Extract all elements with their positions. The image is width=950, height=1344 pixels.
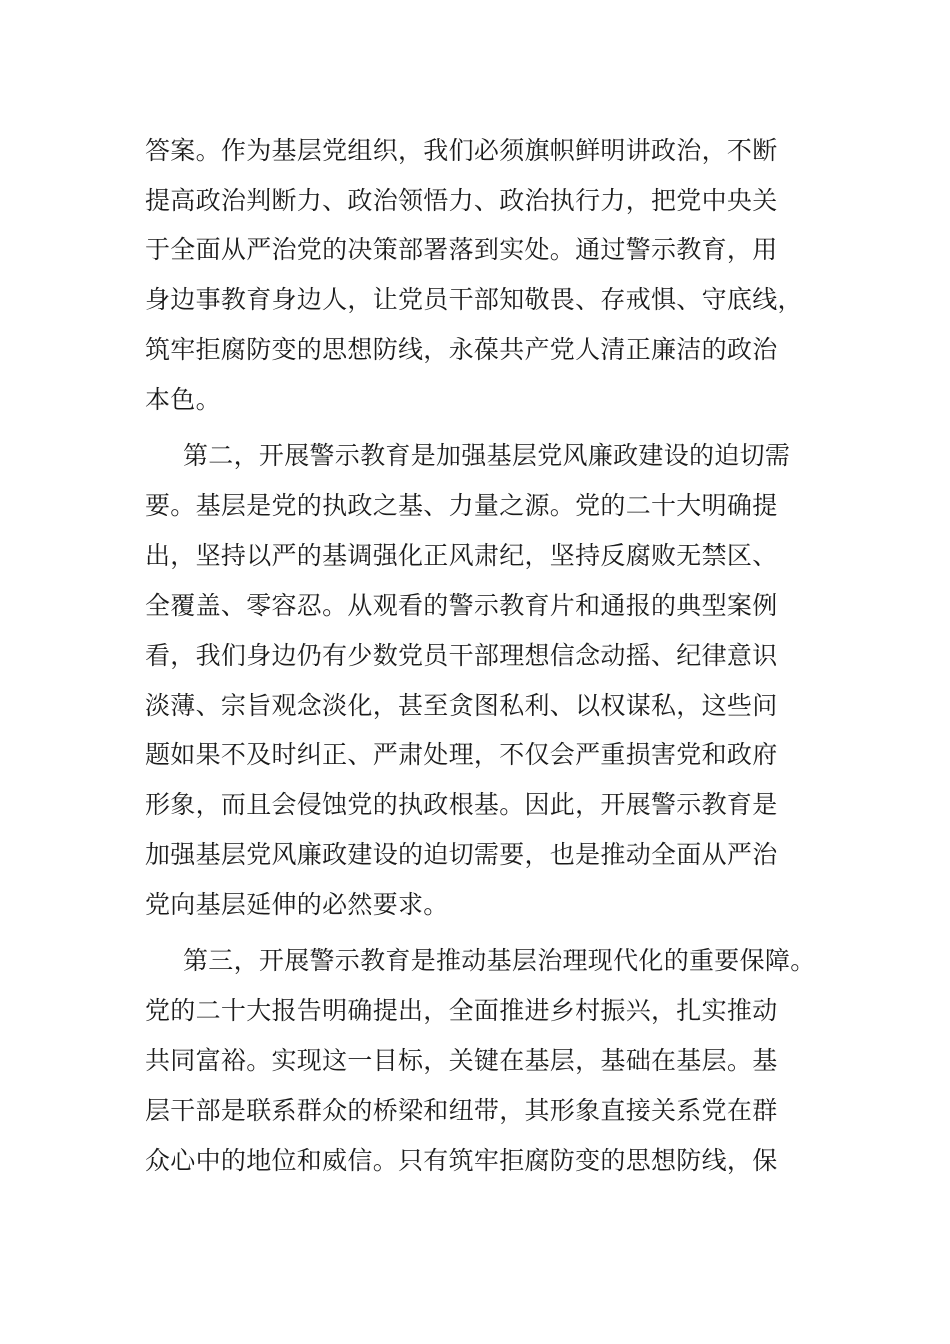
text-line: 党向基层延伸的必然要求。 xyxy=(145,890,449,919)
paragraph-start-line: 第三，开展警示教育是推动基层治理现代化的重要保障。 xyxy=(183,946,816,975)
text-line: 淡薄、宗旨观念淡化，甚至贪图私利、以权谋私，这些问 xyxy=(145,691,778,720)
text-line: 答案。作为基层党组织，我们必须旗帜鲜明讲政治，不断 xyxy=(145,136,778,165)
text-line: 党的二十大报告明确提出，全面推进乡村振兴，扎实推动 xyxy=(145,996,778,1025)
text-line: 题如果不及时纠正、严肃处理，不仅会严重损害党和政府 xyxy=(145,740,778,769)
text-line: 出，坚持以严的基调强化正风肃纪，坚持反腐败无禁区、 xyxy=(145,541,778,570)
text-line: 身边事教育身边人，让党员干部知敬畏、存戒惧、守底线， xyxy=(145,285,803,314)
text-line: 层干部是联系群众的桥梁和纽带，其形象直接关系党在群 xyxy=(145,1096,778,1125)
text-line: 提高政治判断力、政治领悟力、政治执行力，把党中央关 xyxy=(145,186,778,215)
text-line: 本色。 xyxy=(145,385,221,414)
text-line: 筑牢拒腐防变的思想防线，永葆共产党人清正廉洁的政治 xyxy=(145,335,778,364)
text-line: 形象，而且会侵蚀党的执政根基。因此，开展警示教育是 xyxy=(145,790,778,819)
text-line: 全覆盖、零容忍。从观看的警示教育片和通报的典型案例 xyxy=(145,591,778,620)
text-line: 于全面从严治党的决策部署落到实处。通过警示教育，用 xyxy=(145,235,778,264)
text-line: 众心中的地位和威信。只有筑牢拒腐防变的思想防线，保 xyxy=(145,1146,778,1175)
text-line: 共同富裕。实现这一目标，关键在基层，基础在基层。基 xyxy=(145,1046,778,1075)
text-line: 要。基层是党的执政之基、力量之源。党的二十大明确提 xyxy=(145,491,778,520)
paragraph-start-line: 第二，开展警示教育是加强基层党风廉政建设的迫切需 xyxy=(183,441,791,470)
text-line: 加强基层党风廉政建设的迫切需要，也是推动全面从严治 xyxy=(145,840,778,869)
text-line: 看，我们身边仍有少数党员干部理想信念动摇、纪律意识 xyxy=(145,641,778,670)
